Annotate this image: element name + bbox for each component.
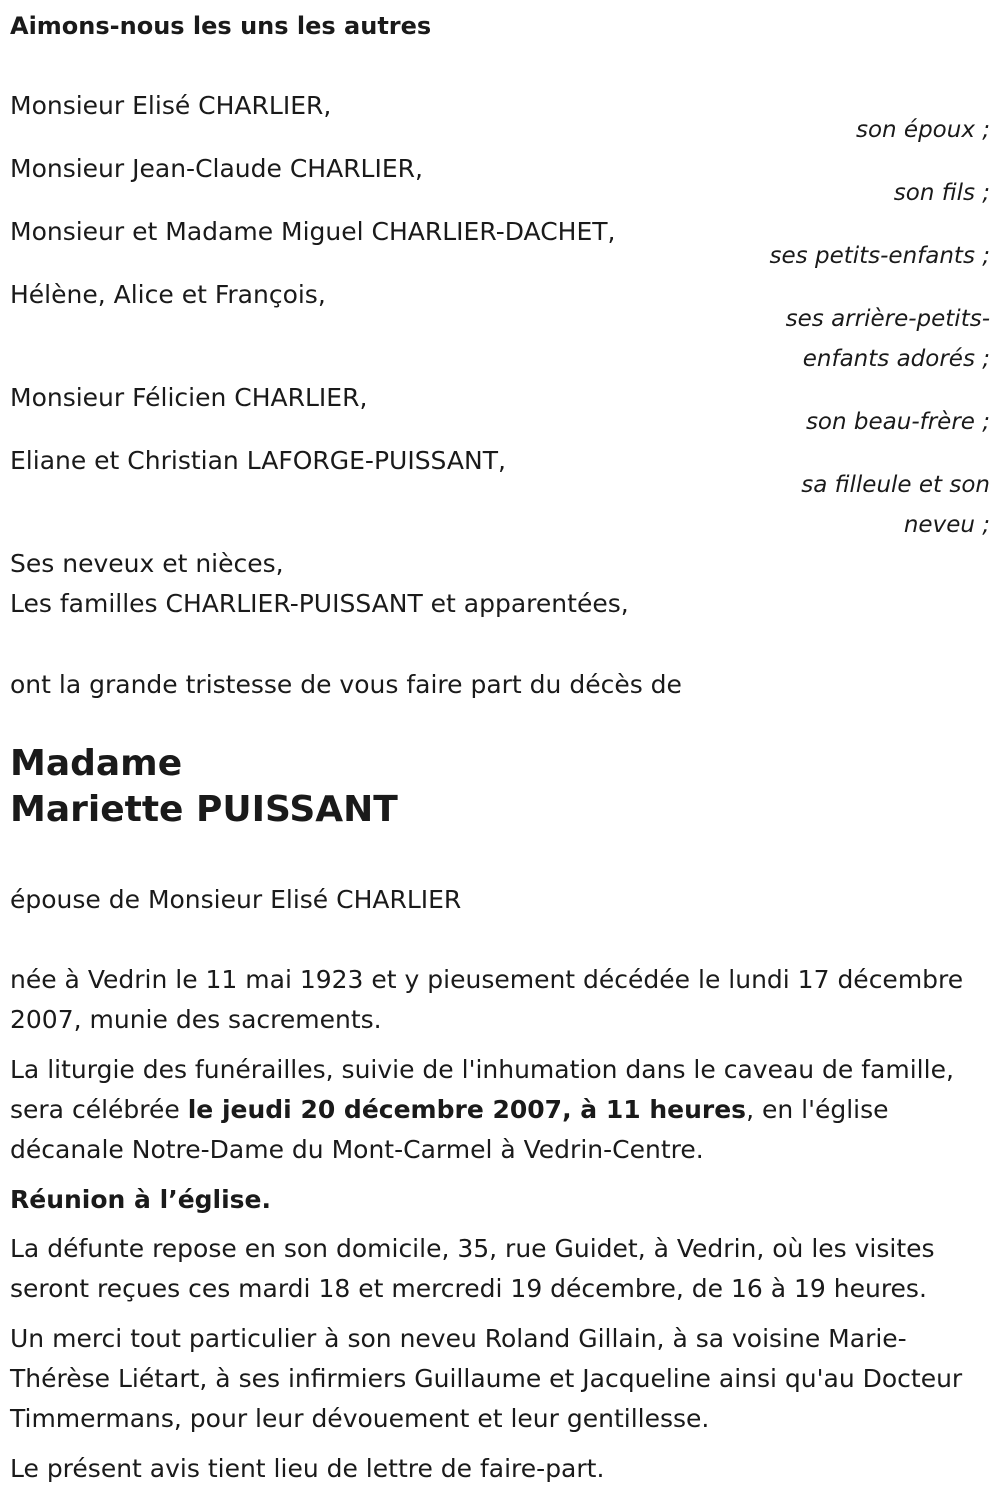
- meeting-note: Réunion à l’église.: [10, 1185, 272, 1214]
- announcement: ont la grande tristesse de vous faire part du décès de: [10, 670, 682, 699]
- relation-grandchildren: ses petits-enfants ;: [769, 243, 990, 269]
- relation-son: son fils ;: [893, 180, 990, 206]
- related-families: Les familles CHARLIER-PUISSANT et apparentées,: [10, 589, 629, 618]
- visits-paragraph: La défunte repose en son domicile, 35, rue Guidet, à Vedrin, où les visites seront reçues ces mardi 18 et mercredi 19 décembre, de 16 à 19 heures.: [10, 1234, 935, 1303]
- family-name-husband: Monsieur Elisé CHARLIER,: [10, 91, 332, 120]
- liturgy-text-before: La liturgie des funérailles, suivie de l'inhumation dans le caveau de famille, sera célébrée: [10, 1055, 954, 1124]
- relation-husband: son époux ;: [855, 117, 990, 143]
- birth-death-paragraph: née à Vedrin le 11 mai 1923 et y pieusement décédée le lundi 17 décembre 2007, munie des sacrements.: [10, 965, 964, 1034]
- liturgy-text-after: , en l'église décanale Notre-Dame du Mont-Carmel à Vedrin-Centre.: [10, 1095, 889, 1164]
- liturgy-date: le jeudi 20 décembre 2007, à 11 heures: [187, 1095, 747, 1124]
- relation-goddaughter: sa filleule et son neveu ;: [801, 472, 990, 538]
- nephews-nieces: Ses neveux et nièces,: [10, 549, 284, 578]
- header-title: Aimons-nous les uns les autres: [10, 12, 432, 40]
- deceased-heading: [10, 741, 398, 833]
- relation-brother-in-law: son beau-frère ;: [805, 409, 990, 435]
- closing-note: Le présent avis tient lieu de lettre de faire-part.: [10, 1454, 605, 1483]
- thanks-paragraph: Un merci tout particulier à son neveu Roland Gillain, à sa voisine Marie-Thérèse Liétart, à ses infirmiers Guillaume et Jacqueline ainsi qu'au Docteur Timmermans, pour leur dévouement et leur gentillesse.: [10, 1324, 963, 1433]
- deceased-name: Mariette PUISSANT: [10, 789, 398, 830]
- family-name-goddaughter: Eliane et Christian LAFORGE-PUISSANT,: [10, 446, 506, 475]
- relation-great-grandchildren: ses arrière-petits-enfants adorés ;: [785, 306, 990, 372]
- family-name-grandchildren: Monsieur et Madame Miguel CHARLIER-DACHET,: [10, 217, 616, 246]
- family-name-brother-in-law: Monsieur Félicien CHARLIER,: [10, 383, 368, 412]
- deceased-spouse: épouse de Monsieur Elisé CHARLIER: [10, 885, 462, 914]
- liturgy-paragraph: [10, 1050, 995, 1170]
- family-name-son: Monsieur Jean-Claude CHARLIER,: [10, 154, 423, 183]
- deceased-title: Madame: [10, 743, 183, 784]
- family-name-great-grandchildren: Hélène, Alice et François,: [10, 280, 326, 309]
